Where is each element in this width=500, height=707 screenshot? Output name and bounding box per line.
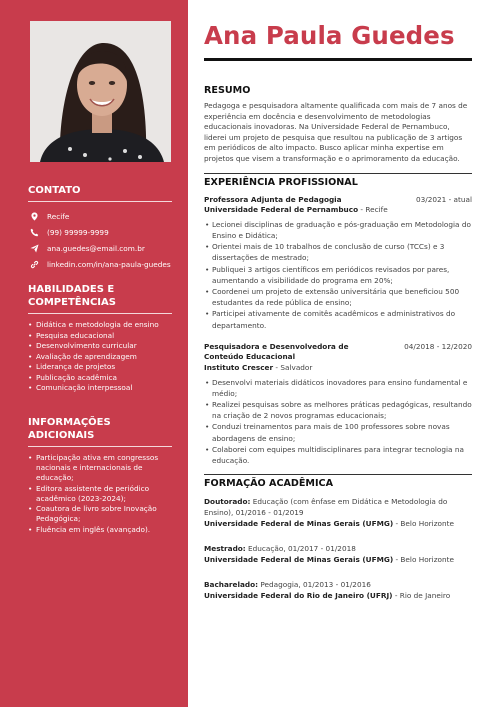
list-item: • Pesquisa educacional bbox=[28, 331, 172, 341]
list-item: • Comunicação interpessoal bbox=[28, 383, 172, 393]
list-item: • Publicação acadêmica bbox=[28, 373, 172, 383]
contact-linkedin bbox=[28, 256, 172, 272]
skills-list bbox=[28, 320, 172, 393]
list-item: • Realizei pesquisas sobre as melhores práticas pedagógicas, resultando na criação de 2 novos programas educacionais; bbox=[204, 399, 472, 421]
edu-degree: Doutorado: bbox=[204, 497, 251, 507]
list-item: • Editora assistente de periódico acadêmico (2023-2024); bbox=[28, 484, 172, 504]
additional-title: INFORMAÇÕES ADICIONAIS bbox=[28, 417, 111, 441]
additional-section bbox=[28, 416, 172, 535]
contact-title: CONTATO bbox=[28, 185, 81, 196]
list-item: • Liderança de projetos bbox=[28, 362, 172, 372]
main-content bbox=[204, 18, 472, 601]
skills-title: HABILIDADES E COMPETÊNCIAS bbox=[28, 284, 116, 308]
contact-phone-text: (99) 99999-9999 bbox=[47, 227, 109, 237]
education-title: FORMAÇÃO ACADÊMICA bbox=[204, 478, 334, 490]
additional-divider bbox=[28, 446, 172, 447]
edu-location: - Belo Horizonte bbox=[393, 519, 454, 529]
edu-location: - Belo Horizonte bbox=[393, 555, 454, 565]
list-item: • Orientei mais de 10 trabalhos de conclusão de curso (TCCs) e 3 dissertações de mestrado; bbox=[204, 241, 472, 263]
skills-section bbox=[28, 283, 172, 394]
edu-location: - Rio de Janeiro bbox=[392, 591, 451, 601]
contact-location-text: Recife bbox=[47, 211, 70, 221]
job-entry bbox=[204, 342, 472, 466]
experience-divider bbox=[204, 173, 472, 174]
edu-course: Educação (com ênfase em Didática e Metodologia do Ensino), 01/2016 - 01/2019 bbox=[204, 497, 448, 518]
job-location: - Recife bbox=[358, 205, 388, 215]
edu-course: Educação, 01/2017 - 01/2018 bbox=[245, 544, 356, 554]
contact-linkedin-text[interactable]: linkedin.com/in/ana-paula-guedes bbox=[47, 259, 171, 269]
summary-title: RESUMO bbox=[204, 85, 251, 96]
contact-phone bbox=[28, 224, 172, 240]
skills-divider bbox=[28, 313, 172, 314]
job-org: Instituto Crescer bbox=[204, 362, 274, 372]
job-title: Pesquisadora e Desenvolvedora de Conteúdo Educacional bbox=[204, 341, 349, 362]
summary-text: Pedagoga e pesquisadora altamente qualificada com mais de 7 anos de experiência em docência e desenvolvimento de metodologias educacionais inovadoras. Na Universidade Federal de Pernambuco, liderei um projeto de pesquisa que resultou na publicação de 3 artigos em periódicos de alto impacto. Busco aplicar minha expertise em projetos que visem a transformação e o aprimoramento da educação. bbox=[204, 101, 468, 163]
list-item: • Didática e metodologia de ensino bbox=[28, 320, 172, 330]
list-item: • Desenvolvi materiais didáticos inovadores para ensino fundamental e médio; bbox=[204, 377, 472, 399]
job-dates: 04/2018 - 12/2020 bbox=[404, 341, 472, 351]
send-icon bbox=[28, 242, 40, 254]
list-item: • Coautora de livro sobre Inovação Pedagógica; bbox=[28, 504, 172, 524]
list-item: • Desenvolvimento curricular bbox=[28, 341, 172, 351]
job-bullets bbox=[204, 377, 472, 467]
link-icon bbox=[28, 258, 40, 270]
edu-school: Universidade Federal de Minas Gerais (UFMG) bbox=[204, 555, 394, 565]
list-item: • Coordenei um projeto de extensão universitária que beneficiou 500 estudantes da rede pública de ensino; bbox=[204, 286, 472, 308]
list-item: • Participação ativa em congressos nacionais e internacionais de educação; bbox=[28, 453, 172, 483]
contact-divider bbox=[28, 201, 172, 202]
contact-email bbox=[28, 240, 172, 256]
list-item: • Participei ativamente de comitês acadêmicos e administrativos do departamento. bbox=[204, 308, 472, 330]
list-item: • Avaliação de aprendizagem bbox=[28, 352, 172, 362]
edu-degree: Mestrado: bbox=[204, 544, 246, 554]
list-item: • Fluência em inglês (avançado). bbox=[28, 525, 172, 535]
phone-icon bbox=[28, 226, 40, 238]
education-divider bbox=[204, 474, 472, 475]
edu-school: Universidade Federal de Minas Gerais (UFMG) bbox=[204, 519, 394, 529]
page-title: Ana Paula Guedes bbox=[204, 21, 455, 50]
edu-degree: Bacharelado: bbox=[204, 580, 259, 590]
job-bullets bbox=[204, 219, 472, 331]
title-divider bbox=[204, 58, 472, 61]
experience-section bbox=[204, 173, 472, 467]
list-item: • Conduzi treinamentos para mais de 100 professores sobre novas abordagens de ensino; bbox=[204, 421, 472, 443]
list-item: • Colaborei com equipes multidisciplinares para integrar tecnologia na educação. bbox=[204, 444, 472, 466]
education-entry bbox=[204, 579, 472, 601]
list-item: • Publiquei 3 artigos científicos em periódicos revisados por pares, aumentando a visibilidade do programa em 20%; bbox=[204, 264, 472, 286]
additional-list bbox=[28, 453, 172, 535]
job-title: Professora Adjunta de Pedagogia bbox=[204, 194, 342, 204]
edu-course: Pedagogia, 01/2013 - 01/2016 bbox=[258, 580, 371, 590]
contact-section bbox=[28, 184, 172, 272]
education-entry bbox=[204, 543, 472, 565]
summary-section bbox=[204, 85, 472, 165]
contact-email-text[interactable]: ana.guedes@email.com.br bbox=[47, 243, 145, 253]
location-pin-icon bbox=[28, 210, 40, 222]
job-dates: 03/2021 - atual bbox=[415, 194, 472, 204]
job-entry bbox=[204, 195, 472, 331]
contact-location bbox=[28, 208, 172, 224]
list-item: • Lecionei disciplinas de graduação e pós-graduação em Metodologia do Ensino e Didática; bbox=[204, 219, 472, 241]
education-entry bbox=[204, 496, 472, 529]
sidebar bbox=[0, 0, 188, 707]
education-section bbox=[204, 474, 472, 601]
experience-title: EXPERIÊNCIA PROFISSIONAL bbox=[204, 176, 358, 188]
job-org: Universidade Federal de Pernambuco bbox=[204, 205, 359, 215]
job-location: - Salvador bbox=[273, 362, 313, 372]
profile-photo bbox=[30, 21, 171, 162]
edu-school: Universidade Federal do Rio de Janeiro (UFRJ) bbox=[204, 591, 393, 601]
